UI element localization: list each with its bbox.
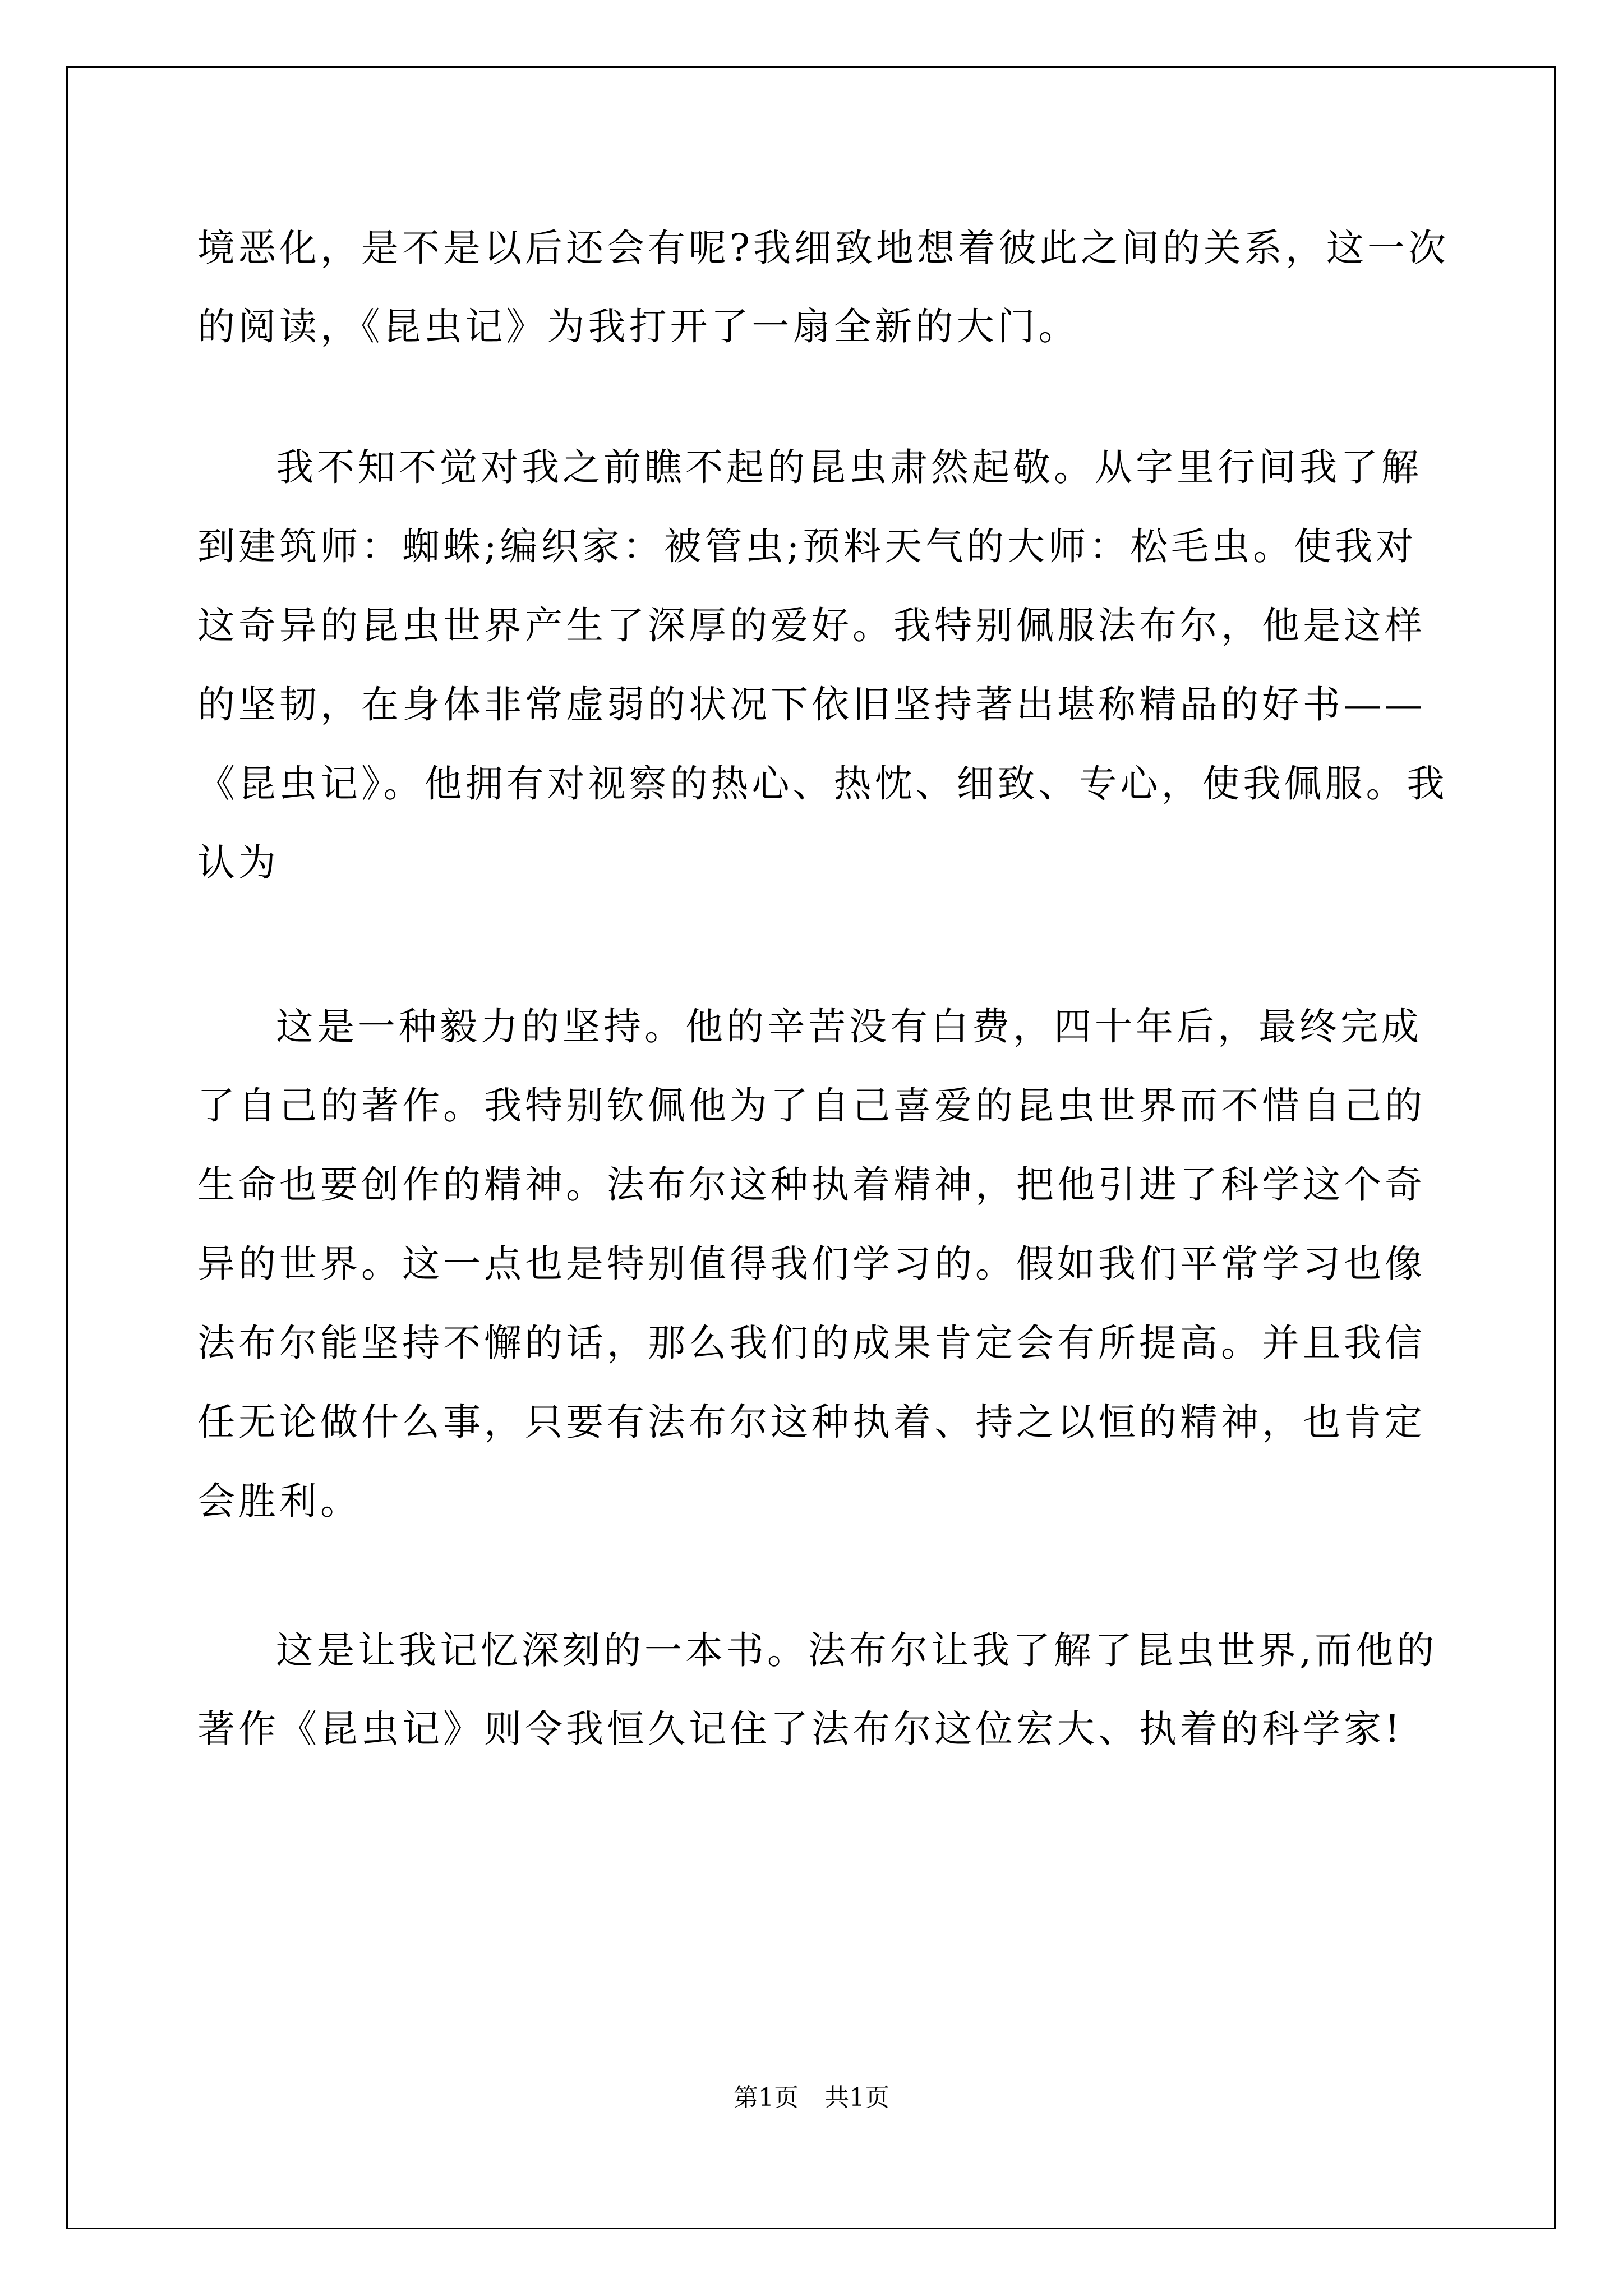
paragraph-line: 认为 <box>197 841 279 885</box>
paragraph-line: 《昆虫记》。他拥有对视察的热心、热忱、细致、专心，使我佩服。我 <box>197 762 1448 806</box>
paragraph-line: 任无论做什么事，只要有法布尔这种执着、持之以恒的精神，也肯定 <box>197 1400 1426 1444</box>
paragraph-line: 到建筑师：蜘蛛;编织家：被管虫;预料天气的大师：松毛虫。使我对 <box>197 524 1417 568</box>
paragraph-line: 生命也要创作的精神。法布尔这种执着精神，把他引进了科学这个奇 <box>197 1163 1426 1207</box>
page-border <box>66 66 1556 2229</box>
paragraph-line: 会胜利。 <box>197 1479 361 1523</box>
page-number-current: 第1页 <box>734 2083 799 2112</box>
paragraph-line: 法布尔能坚持不懈的话，那么我们的成果肯定会有所提高。并且我信 <box>197 1321 1426 1365</box>
paragraph-line: 了自己的著作。我特别钦佩他为了自己喜爱的昆虫世界而不惜自己的 <box>197 1084 1426 1128</box>
page-number-total: 共1页 <box>824 2083 889 2112</box>
paragraph-line: 这奇异的昆虫世界产生了深厚的爱好。我特别佩服法布尔，他是这样 <box>197 604 1426 647</box>
paragraph-line: 的坚韧，在身体非常虚弱的状况下依旧坚持著出堪称精品的好书—— <box>197 683 1426 726</box>
paragraph-line: 著作《昆虫记》则令我恒久记住了法布尔这位宏大、执着的科学家! <box>197 1707 1403 1751</box>
paragraph-line: 我不知不觉对我之前瞧不起的昆虫肃然起敬。从字里行间我了解 <box>276 445 1422 489</box>
page-footer <box>0 2082 1623 2114</box>
paragraph-line: 这是让我记忆深刻的一本书。法布尔让我了解了昆虫世界,而他的 <box>276 1628 1438 1672</box>
paragraph-line: 异的世界。这一点也是特别值得我们学习的。假如我们平常学习也像 <box>197 1242 1426 1286</box>
paragraph-line: 这是一种毅力的坚持。他的辛苦没有白费，四十年后，最终完成 <box>276 1005 1422 1048</box>
paragraph-line: 境恶化，是不是以后还会有呢?我细致地想着彼此之间的关系，这一次 <box>197 226 1449 270</box>
paragraph-line: 的阅读，《昆虫记》为我打开了一扇全新的大门。 <box>197 305 1080 348</box>
